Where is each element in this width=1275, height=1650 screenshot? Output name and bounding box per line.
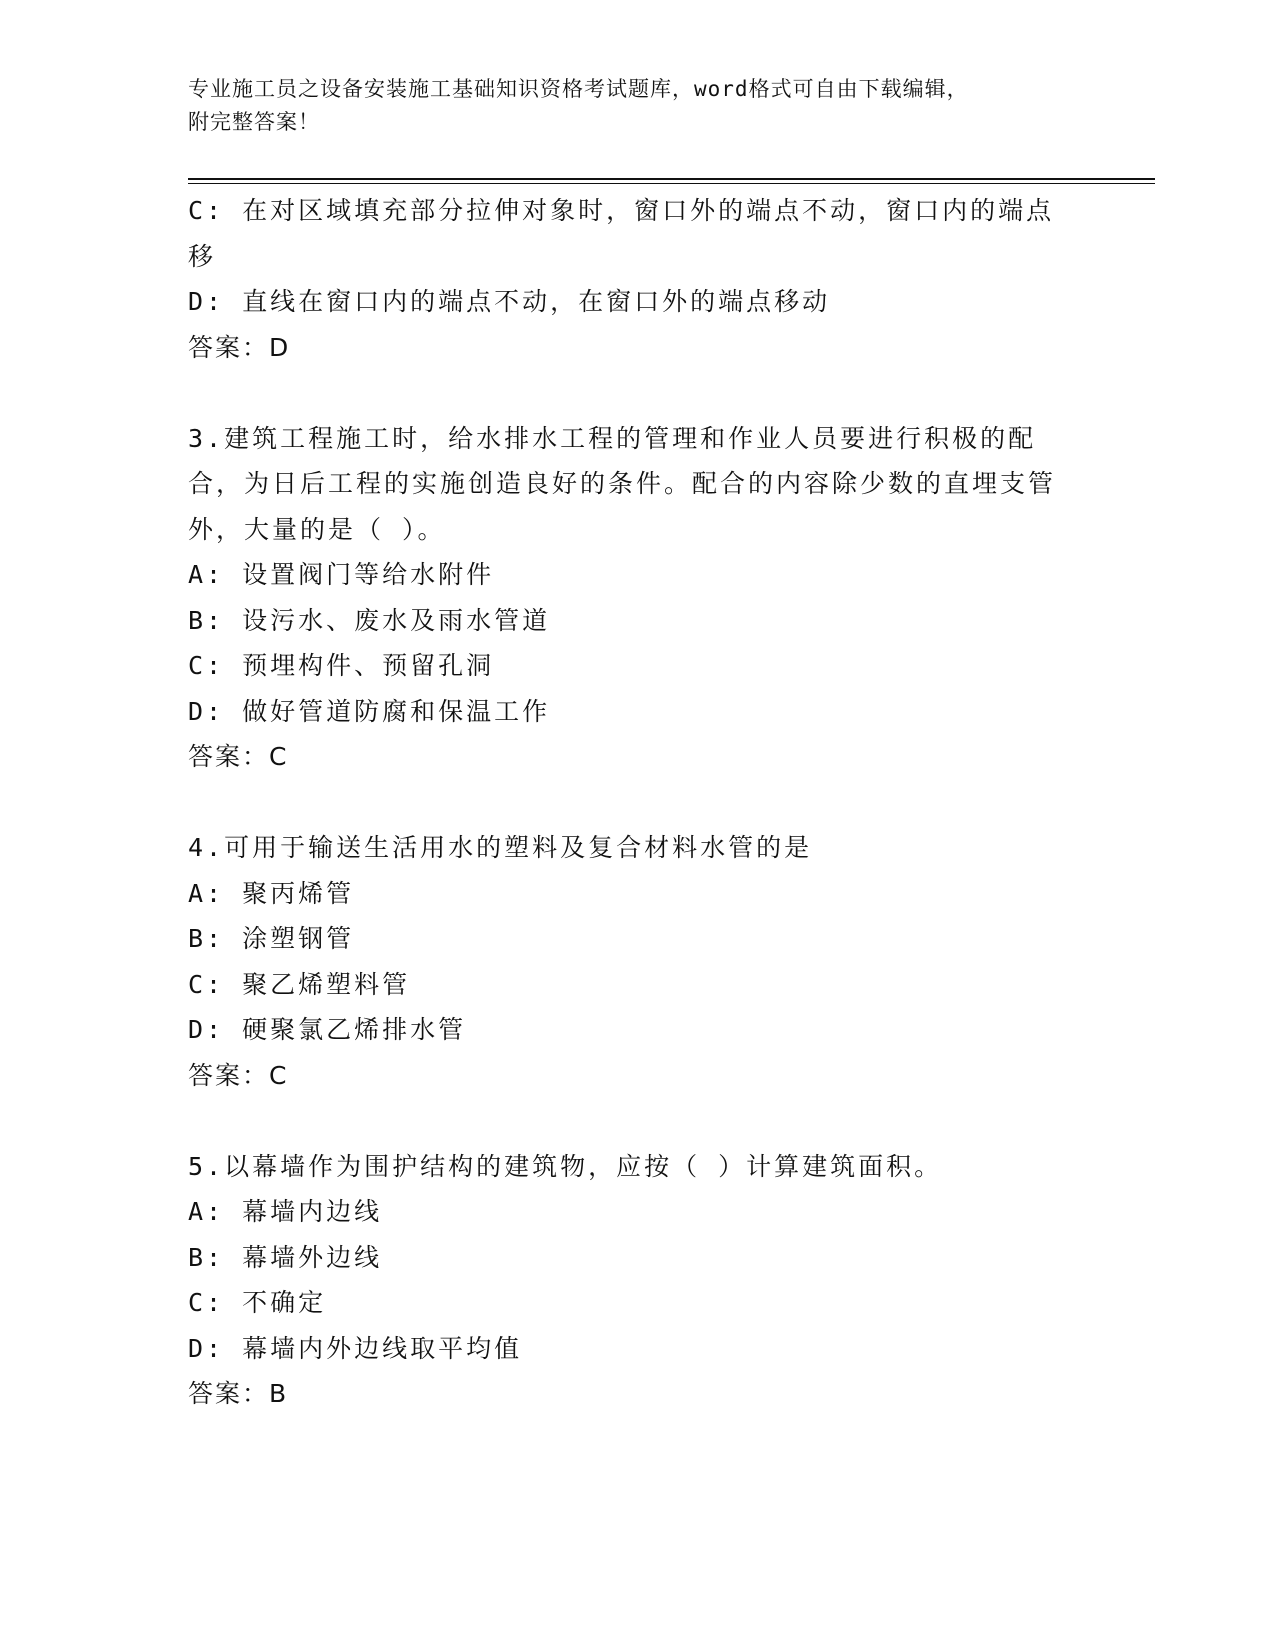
option-d: D: 直线在窗口内的端点不动，在窗口外的端点移动 bbox=[188, 287, 831, 316]
header-divider-thin bbox=[188, 183, 1155, 184]
question-stem: 5.以幕墙作为围护结构的建筑物，应按（ ）计算建筑面积。 bbox=[188, 1151, 943, 1181]
option-a: A: 聚丙烯管 bbox=[188, 878, 355, 908]
question-5 bbox=[188, 1144, 1088, 1417]
option-c: C: 不确定 bbox=[188, 1288, 327, 1317]
option-b: B: 涂塑钢管 bbox=[188, 924, 355, 953]
answer-line: 答案：C bbox=[188, 742, 289, 771]
header-divider-thick bbox=[188, 178, 1155, 180]
option-b: B: 设污水、废水及雨水管道 bbox=[188, 605, 551, 635]
option-a: A: 设置阀门等给水附件 bbox=[188, 560, 495, 589]
option-c: C: 预埋构件、预留孔洞 bbox=[188, 651, 495, 680]
option-d: D: 幕墙内外边线取平均值 bbox=[188, 1333, 523, 1363]
header-line-1: 专业施工员之设备安装施工基础知识资格考试题库，word格式可自由下载编辑， bbox=[188, 77, 969, 101]
header-line-2: 附完整答案！ bbox=[188, 110, 320, 134]
option-d: D: 硬聚氯乙烯排水管 bbox=[188, 1015, 467, 1044]
option-c: C: 聚乙烯塑料管 bbox=[188, 969, 411, 999]
question-list bbox=[188, 188, 1088, 1417]
question-2-tail bbox=[188, 188, 1088, 370]
question-stem: 3.建筑工程施工时，给水排水工程的管理和作业人员要进行积极的配合，为日后工程的实施创造良好的条件。配合的内容除少数的直埋支管外，大量的是（ ）。 bbox=[188, 423, 1057, 544]
question-3 bbox=[188, 416, 1088, 780]
answer-line: 答案：C bbox=[188, 1060, 289, 1090]
option-d: D: 做好管道防腐和保温工作 bbox=[188, 696, 551, 726]
document-header bbox=[188, 73, 1088, 139]
question-stem: 4.可用于输送生活用水的塑料及复合材料水管的是 bbox=[188, 833, 813, 862]
question-4 bbox=[188, 825, 1088, 1098]
option-a: A: 幕墙内边线 bbox=[188, 1197, 383, 1226]
answer-line: 答案：B bbox=[188, 1379, 289, 1408]
option-c: C: 在对区域填充部分拉伸对象时，窗口外的端点不动，窗口内的端点移 bbox=[188, 196, 1055, 271]
answer-line: 答案：D bbox=[188, 332, 291, 362]
option-b: B: 幕墙外边线 bbox=[188, 1242, 383, 1272]
